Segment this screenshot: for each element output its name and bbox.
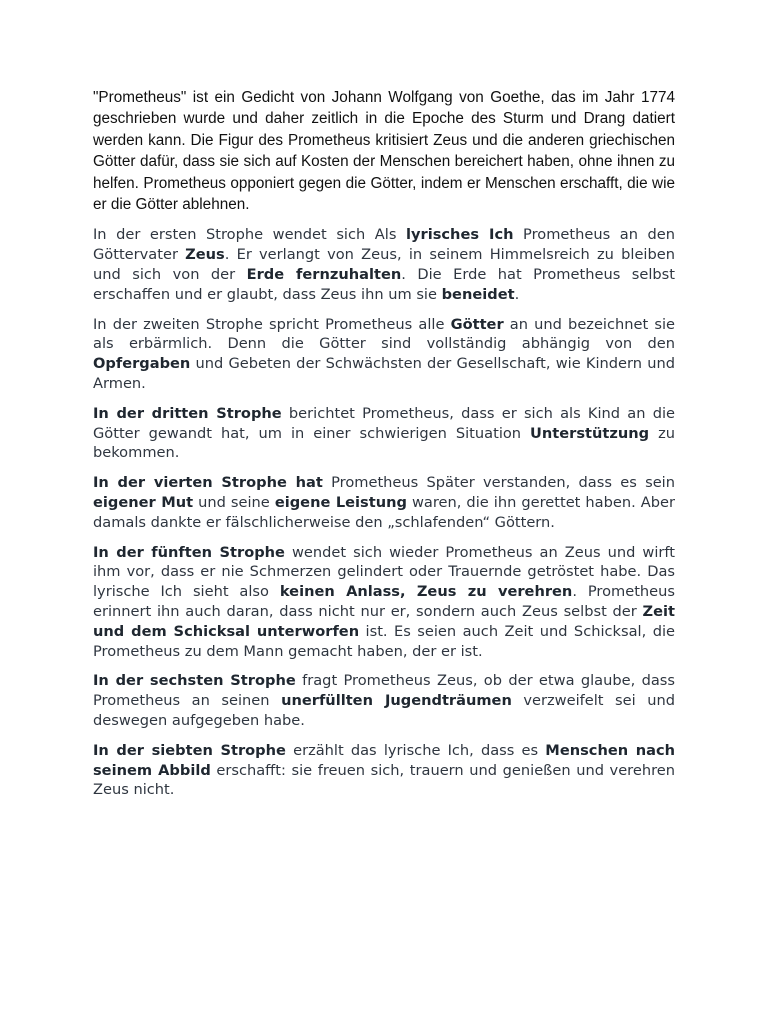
text-run: wendet sich wieder Prometheus an Zeus und wirft ihm vor, dass er nie Schmerzen gelindert oder Trauernde getröstet habe. Das lyrische Ich sieht also bbox=[93, 543, 675, 601]
document-page bbox=[93, 87, 675, 810]
text-run: zu bekommen. bbox=[93, 424, 675, 462]
paragraph-intro bbox=[93, 87, 675, 215]
bold-phrase: lyrisches Ich bbox=[406, 226, 514, 244]
bold-phrase: eigener Mut bbox=[93, 494, 194, 511]
text-run: . Prometheus erinnert ihn auch daran, dass nicht nur er, sondern auch Zeus selbst der bbox=[93, 583, 675, 620]
bold-phrase: unerfüllten Jugendträumen bbox=[281, 692, 512, 710]
bold-phrase: beneidet bbox=[441, 285, 515, 303]
bold-phrase: Menschen nach seinem Abbild bbox=[93, 741, 676, 779]
text-run: . Die Erde hat Prometheus selbst erschaffen und er glaubt, dass Zeus ihn um sie bbox=[93, 266, 675, 303]
paragraph-strophe-5 bbox=[93, 543, 675, 662]
text-run: erzählt das lyrische Ich, dass es bbox=[285, 741, 546, 759]
bold-phrase: Opfergaben bbox=[93, 355, 191, 373]
bold-phrase: In der vierten Strophe hat bbox=[93, 474, 323, 492]
text-run: ist. Es seien auch Zeit und Schicksal, die Prometheus zu dem Mann gemacht haben, der er ist. bbox=[93, 622, 675, 660]
text-run: In der zweiten Strophe spricht Prometheus alle bbox=[93, 315, 451, 333]
text-run: erschafft: sie freuen sich, trauern und genießen und verehren Zeus nicht. bbox=[93, 761, 675, 799]
bold-phrase: In der sechsten Strophe bbox=[93, 672, 296, 690]
paragraph-strophe-1 bbox=[93, 225, 675, 304]
bold-phrase: Erde fernzuhalten bbox=[246, 266, 402, 284]
bold-phrase: Götter bbox=[450, 315, 504, 333]
text-run: und seine bbox=[193, 494, 275, 511]
bold-phrase: Unterstützung bbox=[530, 424, 650, 442]
text-run: und Gebeten der Schwächsten der Gesellschaft, wie Kindern und Armen. bbox=[93, 355, 675, 393]
paragraph-strophe-7 bbox=[93, 741, 675, 800]
text-run: Prometheus an den Göttervater bbox=[93, 226, 675, 264]
bold-phrase: eigene Leistung bbox=[274, 494, 407, 511]
paragraph-strophe-4 bbox=[93, 473, 675, 532]
bold-phrase: Zeit und dem Schicksal unterworfen bbox=[93, 602, 675, 640]
bold-phrase: In der fünften Strophe bbox=[93, 543, 285, 561]
text-run: waren, die ihn gerettet haben. Aber damals dankte er fälschlicherweise den „schlafenden“ Göttern. bbox=[93, 494, 676, 531]
text-run: . Er verlangt von Zeus, in seinem Himmelsreich zu bleiben und sich von der bbox=[93, 246, 675, 284]
bold-phrase: In der dritten Strophe bbox=[93, 404, 282, 422]
text-run: an und bezeichnet sie als erbärmlich. Denn die Götter sind vollständig abhängig von den bbox=[93, 315, 675, 353]
paragraph-strophe-6 bbox=[93, 671, 675, 730]
text-run: . bbox=[514, 285, 520, 303]
bold-phrase: In der siebten Strophe bbox=[93, 741, 286, 759]
text-run: In der ersten Strophe wendet sich Als bbox=[93, 226, 406, 244]
text-run: Prometheus Später verstanden, dass es sein bbox=[322, 474, 675, 492]
text-run: fragt Prometheus Zeus, ob der etwa glaube, dass Prometheus an seinen bbox=[93, 672, 675, 710]
text-run: berichtet Prometheus, dass er sich als Kind an die Götter gewandt hat, um in einer schwierigen Situation bbox=[93, 404, 675, 442]
text-run: verzweifelt sei und deswegen aufgegeben habe. bbox=[93, 692, 675, 729]
bold-phrase: keinen Anlass, Zeus zu verehren bbox=[279, 583, 573, 601]
bold-phrase: Zeus bbox=[185, 246, 225, 264]
paragraph-strophe-2 bbox=[93, 315, 675, 394]
text-run: "Prometheus" ist ein Gedicht von Johann Wolfgang von Goethe, das im Jahr 1774 geschrieben wurde und daher zeitlich in die Epoche des Sturm und Drang datiert werden kann. Die Figur des Prometheus kritisiert Zeus und die anderen griechischen Götter dafür, dass sie sich auf Kosten der Menschen bereichert haben, ohne ihnen zu helfen. Prometheus opponiert gegen die Götter, indem er Menschen erschafft, die wie er die Götter ablehnen. bbox=[93, 89, 675, 214]
paragraph-strophe-3 bbox=[93, 404, 675, 463]
